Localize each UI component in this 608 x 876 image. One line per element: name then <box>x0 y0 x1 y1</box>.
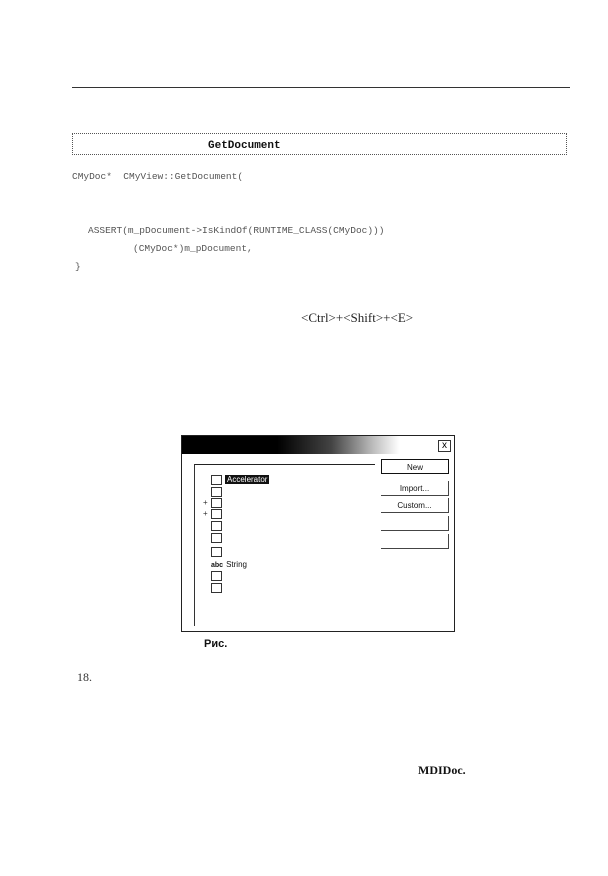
accelerator-icon <box>211 475 222 485</box>
code-line: ASSERT(m_pDocument->IsKindOf(RUNTIME_CLASS(CMyDoc))) <box>88 225 385 236</box>
top-rule <box>72 87 570 88</box>
tree-item-accelerator[interactable] <box>211 475 269 487</box>
blank-button[interactable] <box>381 516 449 531</box>
dialog-titlebar[interactable] <box>182 436 454 454</box>
figure-caption: Рис. <box>204 638 228 650</box>
tree-item-toolbar[interactable] <box>211 571 225 583</box>
resource-type-tree[interactable] <box>194 464 375 626</box>
keyboard-shortcut: <Ctrl>+<Shift>+<E> <box>301 310 414 325</box>
cursor-icon <box>211 498 222 508</box>
menu-icon <box>211 533 222 543</box>
toolbar-icon <box>211 571 222 581</box>
version-icon <box>211 583 222 593</box>
expand-icon[interactable]: + <box>203 498 208 507</box>
tree-item-version[interactable] <box>211 583 225 595</box>
code-line: CMyDoc* CMyView::GetDocument( <box>72 171 244 182</box>
tree-item-label: Accelerator <box>227 475 268 485</box>
insert-resource-dialog <box>181 435 455 632</box>
import-button[interactable]: Import... <box>381 481 449 496</box>
tree-item-menu[interactable] <box>211 533 225 545</box>
code-line: } <box>75 261 81 272</box>
string-table-icon: abc <box>211 562 224 569</box>
bitmap-icon <box>211 487 222 497</box>
icon-resource-icon <box>211 521 222 531</box>
blank-button[interactable] <box>381 534 449 549</box>
custom-button[interactable]: Custom... <box>381 498 449 513</box>
code-line: (CMyDoc*)m_pDocument, <box>133 243 253 254</box>
dialog-icon <box>211 509 222 519</box>
tree-item-label: String <box>226 560 247 569</box>
page-number: 18. <box>77 670 92 684</box>
html-icon <box>211 547 222 557</box>
mdidoc-term: MDIDoc. <box>418 763 466 777</box>
tree-item-dialog[interactable] <box>211 509 225 521</box>
close-button[interactable]: x <box>438 440 451 452</box>
tree-item-icon[interactable] <box>211 521 225 533</box>
function-header-box <box>72 133 567 155</box>
tree-item-html[interactable] <box>211 547 225 559</box>
new-button[interactable]: New <box>381 459 449 474</box>
function-title: GetDocument <box>208 140 281 152</box>
expand-icon[interactable]: + <box>203 509 208 518</box>
